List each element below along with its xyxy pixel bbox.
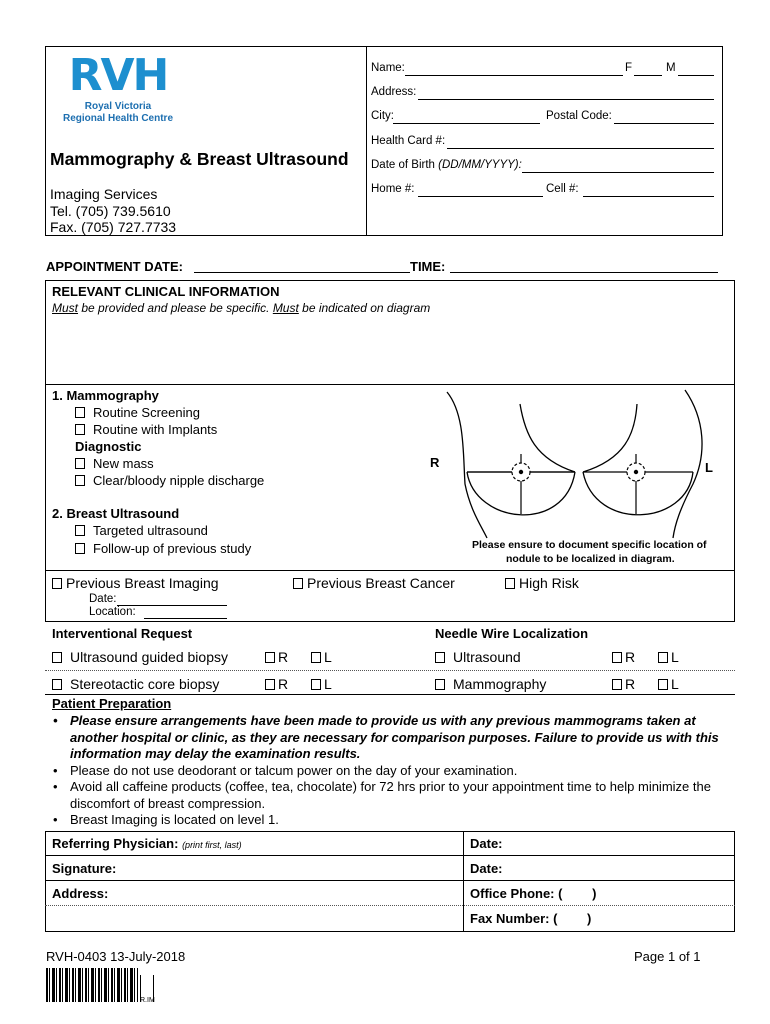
dept-fax: Fax. (705) 727.7733 [50,219,177,235]
note-1: be provided and please be specific. [78,301,273,315]
date-label-2: Date: [470,861,503,876]
dept-name: Imaging Services [50,186,158,202]
nw-us-right[interactable] [612,649,635,665]
us-opt-targeted[interactable] [75,523,208,538]
signature-field[interactable] [130,858,460,878]
mammo-opt-routine[interactable] [75,405,200,420]
sex-f-label: F [625,62,633,74]
clinical-info-area[interactable] [52,318,728,380]
prep-list [46,713,732,829]
label: L [324,676,332,692]
label: Previous Breast Cancer [307,575,455,591]
nw-us-left[interactable] [658,649,679,665]
dob-label [371,159,522,171]
note-2: be indicated on diagram [298,301,431,315]
checkbox[interactable] [612,679,622,690]
form-code: RVH-0403 13-July-2018 [46,949,186,964]
iv-st-left[interactable] [311,676,332,692]
nw-opt-mammography[interactable] [435,676,546,692]
checkbox[interactable] [265,679,275,690]
home-label: Home #: [371,183,415,195]
left-quadrant-lines [583,454,693,514]
iv-opt-stereotactic[interactable] [52,676,219,692]
logo-line2: Regional Health Centre [62,113,174,124]
fax-number-close: ) [587,911,592,926]
dob-field[interactable] [522,172,714,173]
postal-field[interactable] [614,123,714,124]
address-label: Address: [371,86,417,98]
label: Ultrasound guided biopsy [70,649,228,665]
label: Targeted ultrasound [93,523,208,538]
ref-physician-field[interactable] [250,833,460,853]
mammo-opt-new-mass[interactable] [75,456,154,471]
high-risk-option[interactable] [505,575,579,591]
checkbox[interactable] [293,578,303,589]
left-breast-outline [583,390,702,538]
right-nipple-dot [519,470,523,474]
physician-row-2 [45,880,735,881]
checkbox[interactable] [311,679,321,690]
label: R [625,649,636,665]
prep-bullet-2: • Please do not use deodorant or talcum power on the day of your examination. [46,763,732,780]
signature-label: Signature: [52,861,117,876]
office-phone-text: Office Phone: ( [470,886,563,901]
checkbox[interactable] [52,578,62,589]
prep-top-divider [45,694,735,695]
cell-label: Cell #: [546,183,579,195]
checkbox[interactable] [75,543,85,554]
history-divider [45,570,735,571]
nw-opt-ultrasound[interactable] [435,649,521,665]
ref-physician-hint: (print first, last) [182,840,242,850]
header-divider [366,46,367,236]
cell-field[interactable] [583,196,714,197]
iv-us-left[interactable] [311,649,332,665]
phys-address-field[interactable] [115,883,460,929]
label: Clear/bloody nipple discharge [93,473,265,488]
barcode-icon [46,968,138,1002]
label: High Risk [519,575,579,591]
label: L [671,649,679,665]
label: Follow-up of previous study [93,541,252,556]
diagram-note-2: nodule to be localized in diagram. [506,553,675,565]
label: R [278,676,289,692]
must-2: Must [272,301,299,315]
checkbox[interactable] [75,407,85,418]
appointment-time-label: TIME: [410,259,446,274]
diagram-r-label: R [430,455,440,470]
checkbox[interactable] [311,652,321,663]
physician-row-1 [45,855,735,856]
phys-address-label: Address: [52,886,109,901]
nw-mm-right[interactable] [612,676,635,692]
diagram-note-1: Please ensure to document specific location of [472,539,707,551]
checkbox[interactable] [658,652,668,663]
label: Stereotactic core biopsy [70,676,220,692]
health-card-label: Health Card #: [371,135,446,147]
prev-imaging-option[interactable] [52,575,219,591]
fax-number-text: Fax Number: ( [470,911,558,926]
date-label-1: Date: [470,836,503,851]
sex-f-field[interactable] [634,75,662,76]
logo-line1: Royal Victoria [84,101,152,112]
health-card-field[interactable] [447,148,714,149]
city-label: City: [371,110,394,122]
iv-opt-us-biopsy[interactable] [52,649,228,665]
dob-format: (DD/MM/YYYY): [438,159,522,171]
label: Previous Breast Imaging [66,575,219,591]
city-field[interactable] [393,123,540,124]
logo-wordmark: RVH [68,50,168,101]
prep-bullet-1: • Please ensure arrangements have been made to provide us with any previous mammograms taken at another hospital or clinic, as they are necessary for comparison purposes. Failure to provide us with this information may delay the examination results. [46,713,732,763]
iv-us-right[interactable] [265,649,288,665]
checkbox[interactable] [658,679,668,690]
appointment-date-field[interactable] [194,272,410,273]
physician-divider [463,831,464,932]
label: Ultrasound [453,649,521,665]
us-title: 2. Breast Ultrasound [52,506,180,521]
checkbox[interactable] [505,578,515,589]
checkbox[interactable] [75,525,85,536]
prev-cancer-option[interactable] [293,575,455,591]
fax-number-label [470,911,591,926]
iv-st-right[interactable] [265,676,288,692]
right-breast-outline [447,392,575,538]
postal-label: Postal Code: [546,110,612,122]
clinical-title: RELEVANT CLINICAL INFORMATION [52,284,280,299]
home-field[interactable] [418,196,543,197]
checkbox[interactable] [612,652,622,663]
checkbox[interactable] [75,424,85,435]
diagnostic-title: Diagnostic [75,439,142,454]
appointment-time-field[interactable] [450,272,718,273]
appointment-date-label: APPOINTMENT DATE: [46,259,183,274]
form-title: Mammography & Breast Ultrasound [50,149,349,169]
office-phone-close: ) [592,886,597,901]
checkbox[interactable] [435,679,445,690]
sex-m-label: M [666,62,676,74]
prep-bullet-3: • Avoid all caffeine products (coffee, tea, chocolate) for 72 hrs prior to your appointment time to help minimize the discomfort of breast compression. [46,779,732,812]
checkbox[interactable] [52,652,62,663]
sex-m-field[interactable] [678,75,714,76]
label: R [625,676,636,692]
ref-physician-text: Referring Physician: [52,836,179,851]
ref-physician-label [52,836,242,851]
interventional-title: Interventional Request [52,626,193,641]
needle-title: Needle Wire Localization [435,626,589,641]
label: Routine with Implants [93,422,218,437]
checkbox[interactable] [52,679,62,690]
label: Routine Screening [93,405,200,420]
mammo-title: 1. Mammography [52,388,159,403]
clinical-note [52,301,430,315]
us-opt-followup[interactable] [75,541,251,556]
rim-label: R.IM [140,997,155,1004]
dept-tel: Tel. (705) 739.5610 [50,203,171,219]
iv-row-divider [45,670,735,671]
prep-bullet-4: • Breast Imaging is located on level 1. [46,812,732,829]
label: New mass [93,456,154,471]
office-phone-label [470,886,596,901]
address-field[interactable] [418,99,714,100]
must-1: Must [52,301,79,315]
label: Mammography [453,676,547,692]
name-label: Name: [371,62,405,74]
left-nipple-dot [634,470,638,474]
dob-text: Date of Birth [371,159,435,171]
checkbox[interactable] [435,652,445,663]
checkbox[interactable] [75,475,85,486]
label: L [671,676,679,692]
history-date-label: Date: [89,593,117,605]
history-location-label: Location: [89,606,136,618]
label: R [278,649,289,665]
name-field[interactable] [405,75,623,76]
label: L [324,649,332,665]
history-location-field[interactable] [144,618,227,619]
checkbox[interactable] [265,652,275,663]
prep-title: Patient Preparation [52,696,172,711]
breast-diagram[interactable] [425,384,735,539]
rvh-logo [58,50,178,125]
mammo-opt-discharge[interactable] [75,473,264,488]
nw-mm-left[interactable] [658,676,679,692]
page-number: Page 1 of 1 [634,949,701,964]
diagram-l-label: L [705,460,713,475]
mammo-opt-implants[interactable] [75,422,217,437]
checkbox[interactable] [75,458,85,469]
